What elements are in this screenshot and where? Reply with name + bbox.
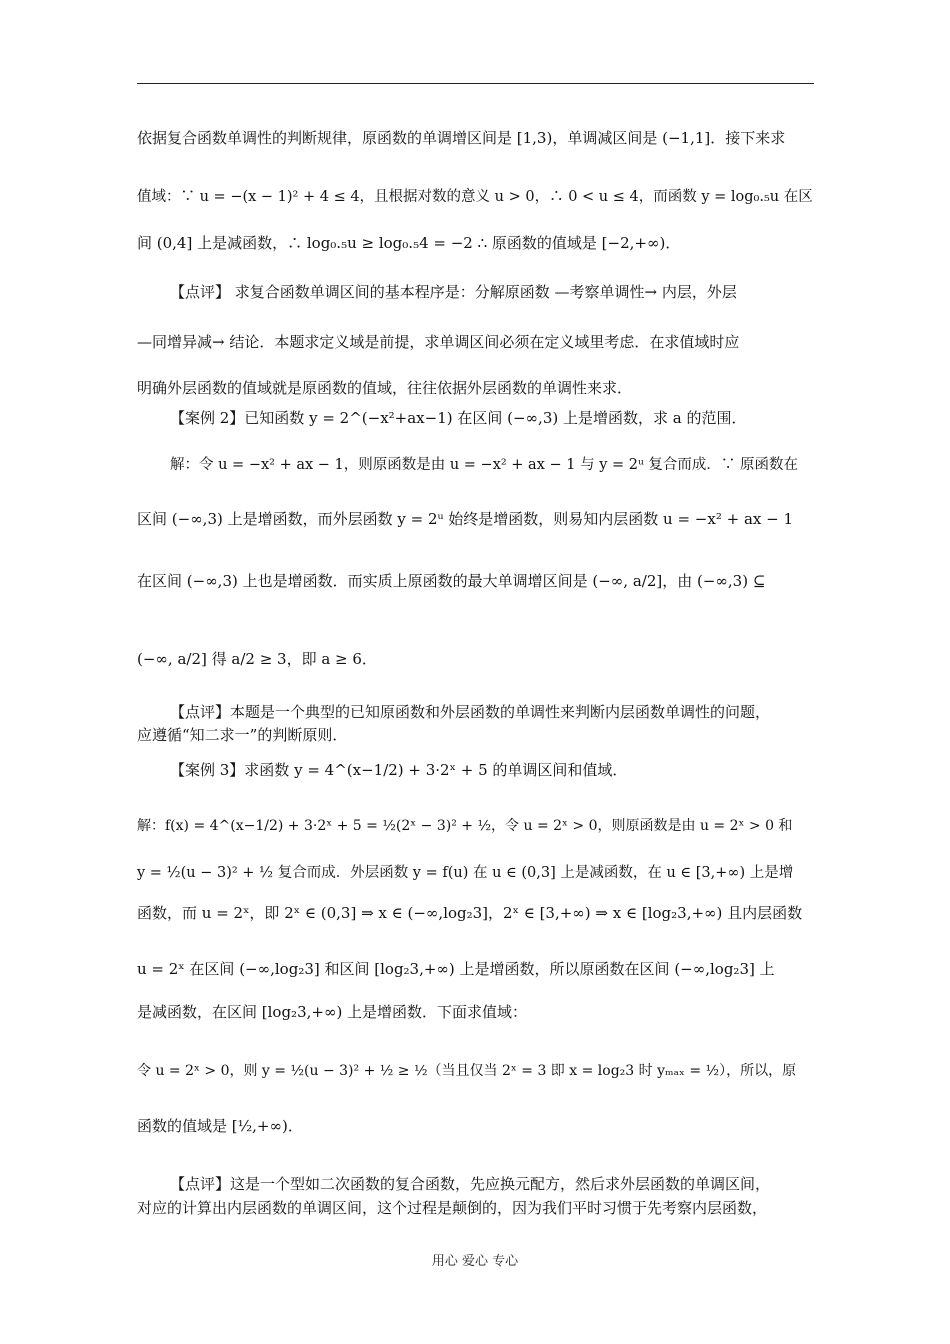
text-line: 是减函数，在区间 [log₂3,+∞) 上是增函数．下面求值域：: [137, 1003, 528, 1021]
text-line: 值域：∵ u = −(x − 1)² + 4 ≤ 4，且根据对数的意义 u > 0，∴ 0 < u ≤ 4，而函数 y = log₀.₅u 在区: [137, 189, 813, 205]
text-line: 令 u = 2ˣ > 0，则 y = ½(u − 3)² + ½ ≥ ½（当且仅当 2ˣ = 3 即 x = log₂3 时 yₘₐₓ = ½），所以，原: [137, 1063, 797, 1079]
text-line: 【点评】这是一个型如二次函数的复合函数，先应换元配方，然后求外层函数的单调区间，: [170, 1175, 771, 1193]
text-line: 解：f(x) = 4^(x−1/2) + 3·2ˣ + 5 = ½(2ˣ − 3)² + ½，令 u = 2ˣ > 0，则原函数是由 u = 2ˣ > 0 和: [137, 818, 793, 834]
text-line: 【点评】 求复合函数单调区间的基本程序是：分解原函数 —考察单调性→ 内层，外层: [170, 283, 737, 301]
header-rule: [137, 83, 814, 84]
text-line: 解：令 u = −x² + ax − 1，则原函数是由 u = −x² + ax − 1 与 y = 2ᵘ 复合而成．∵ 原函数在: [170, 457, 798, 473]
page-footer: 用心 爱心 专心: [431, 1254, 519, 1269]
text-line: 函数的值域是 [½,+∞)．: [137, 1117, 303, 1135]
text-line: 区间 (−∞,3) 上是增函数，而外层函数 y = 2ᵘ 始终是增函数，则易知内层函数 u = −x² + ax − 1: [137, 510, 793, 528]
text-line: 【案例 3】求函数 y = 4^(x−1/2) + 3·2ˣ + 5 的单调区间和值域．: [170, 761, 628, 779]
text-line: —同增异减→ 结论．本题求定义域是前提，求单调区间必须在定义域里考虑．在求值域时应: [137, 333, 740, 351]
text-line: y = ½(u − 3)² + ½ 复合而成．外层函数 y = f(u) 在 u ∈ (0,3] 上是减函数，在 u ∈ [3,+∞) 上是增: [137, 865, 794, 881]
text-line: 依据复合函数单调性的判断规律，原函数的单调增区间是 [1,3)，单调减区间是 (−1,1]．接下来求: [137, 129, 786, 147]
text-line: (−∞, a/2] 得 a/2 ≥ 3，即 a ≥ 6．: [137, 650, 377, 668]
text-line: 函数，而 u = 2ˣ，即 2ˣ ∈ (0,3] ⇒ x ∈ (−∞,log₂3]，2ˣ ∈ [3,+∞) ⇒ x ∈ [log₂3,+∞) 且内层函数: [137, 904, 803, 922]
text-line: 【案例 2】已知函数 y = 2^(−x²+ax−1) 在区间 (−∞,3) 上是增函数，求 a 的范围．: [170, 409, 747, 427]
text-line: 对应的计算出内层函数的单调区间，这个过程是颠倒的，因为我们平时习惯于先考察内层函数，: [137, 1199, 768, 1217]
text-line: 应遵循“知二求一”的判断原则．: [137, 726, 348, 744]
text-line: 间 (0,4] 上是减函数，∴ log₀.₅u ≥ log₀.₅4 = −2 ∴ 原函数的值域是 [−2,+∞)．: [137, 234, 681, 252]
text-line: u = 2ˣ 在区间 (−∞,log₂3] 和区间 [log₂3,+∞) 上是增函数，所以原函数在区间 (−∞,log₂3] 上: [137, 960, 775, 978]
text-line: 在区间 (−∞,3) 上也是增函数．而实质上原函数的最大单调增区间是 (−∞, a/2]，由 (−∞,3) ⊆: [137, 572, 766, 590]
text-line: 明确外层函数的值域就是原函数的值域，往往依据外层函数的单调性来求．: [137, 379, 633, 397]
text-line: 【点评】本题是一个典型的已知原函数和外层函数的单调性来判断内层函数单调性的问题，: [170, 703, 771, 721]
